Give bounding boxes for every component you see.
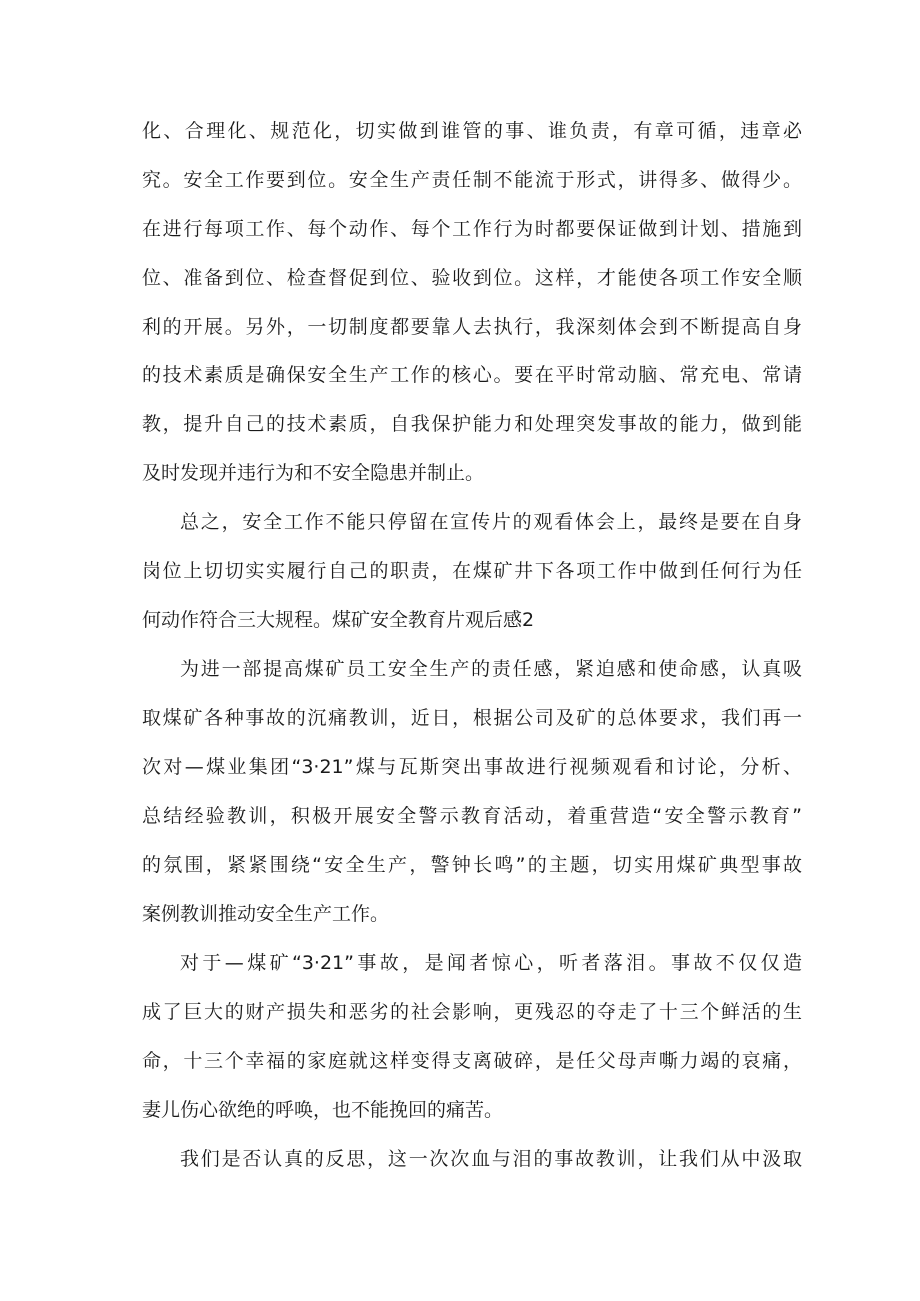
text-line: 的技术素质是确保安全生产工作的核心。要在平时常动脑、常充电、常请: [142, 364, 802, 386]
text-line: 教，提升自己的技术素质，自我保护能力和处理突发事故的能力，做到能: [142, 413, 802, 435]
text-line: 妻儿伤心欲绝的呼唤，也不能挽回的痛苦。: [142, 1099, 504, 1121]
paragraph-first-line: 总之，安全工作不能只停留在宣传片的观看体会上，最终是要在自身: [180, 511, 802, 533]
text-line: 究。安全工作要到位。安全生产责任制不能流于形式，讲得多、做得少。: [142, 169, 802, 191]
text-line: 命，十三个幸福的家庭就这样变得支离破碎，是任父母声嘶力竭的哀痛，: [142, 1050, 802, 1072]
text-line: 成了巨大的财产损失和恶劣的社会影响，更残忍的夺走了十三个鲜活的生: [142, 1001, 802, 1023]
text-line: 化、合理化、规范化，切实做到谁管的事、谁负责，有章可循，违章必: [142, 120, 802, 142]
text-line: 次对—煤业集团“3·21”煤与瓦斯突出事故进行视频观看和讨论，分析、: [142, 756, 802, 778]
text-line: 案例教训推动安全生产工作。: [142, 903, 390, 925]
text-line: 取煤矿各种事故的沉痛教训，近日，根据公司及矿的总体要求，我们再一: [142, 707, 802, 729]
text-line: 何动作符合三大规程。煤矿安全教育片观后感2: [142, 609, 535, 631]
paragraph-first-line: 为进一部提高煤矿员工安全生产的责任感，紧迫感和使命感，认真吸: [180, 658, 802, 680]
text-line: 位、准备到位、检查督促到位、验收到位。这样，才能使各项工作安全顺: [142, 267, 802, 289]
text-line: 的氛围，紧紧围绕“安全生产，警钟长鸣”的主题，切实用煤矿典型事故: [142, 854, 802, 876]
text-line: 总结经验教训，积极开展安全警示教育活动，着重营造“安全警示教育”: [142, 805, 802, 827]
paragraph-first-line: 对于—煤矿“3·21”事故，是闻者惊心，听者落泪。事故不仅仅造: [180, 952, 802, 974]
paragraph-first-line: 我们是否认真的反思，这一次次血与泪的事故教训，让我们从中汲取: [180, 1148, 802, 1170]
text-line: 岗位上切切实实履行自己的职责，在煤矿井下各项工作中做到任何行为任: [142, 560, 802, 582]
text-line: 及时发现并违行为和不安全隐患并制止。: [142, 462, 485, 484]
text-line: 利的开展。另外，一切制度都要靠人去执行，我深刻体会到不断提高自身: [142, 316, 802, 338]
text-line: 在进行每项工作、每个动作、每个工作行为时都要保证做到计划、措施到: [142, 218, 802, 240]
